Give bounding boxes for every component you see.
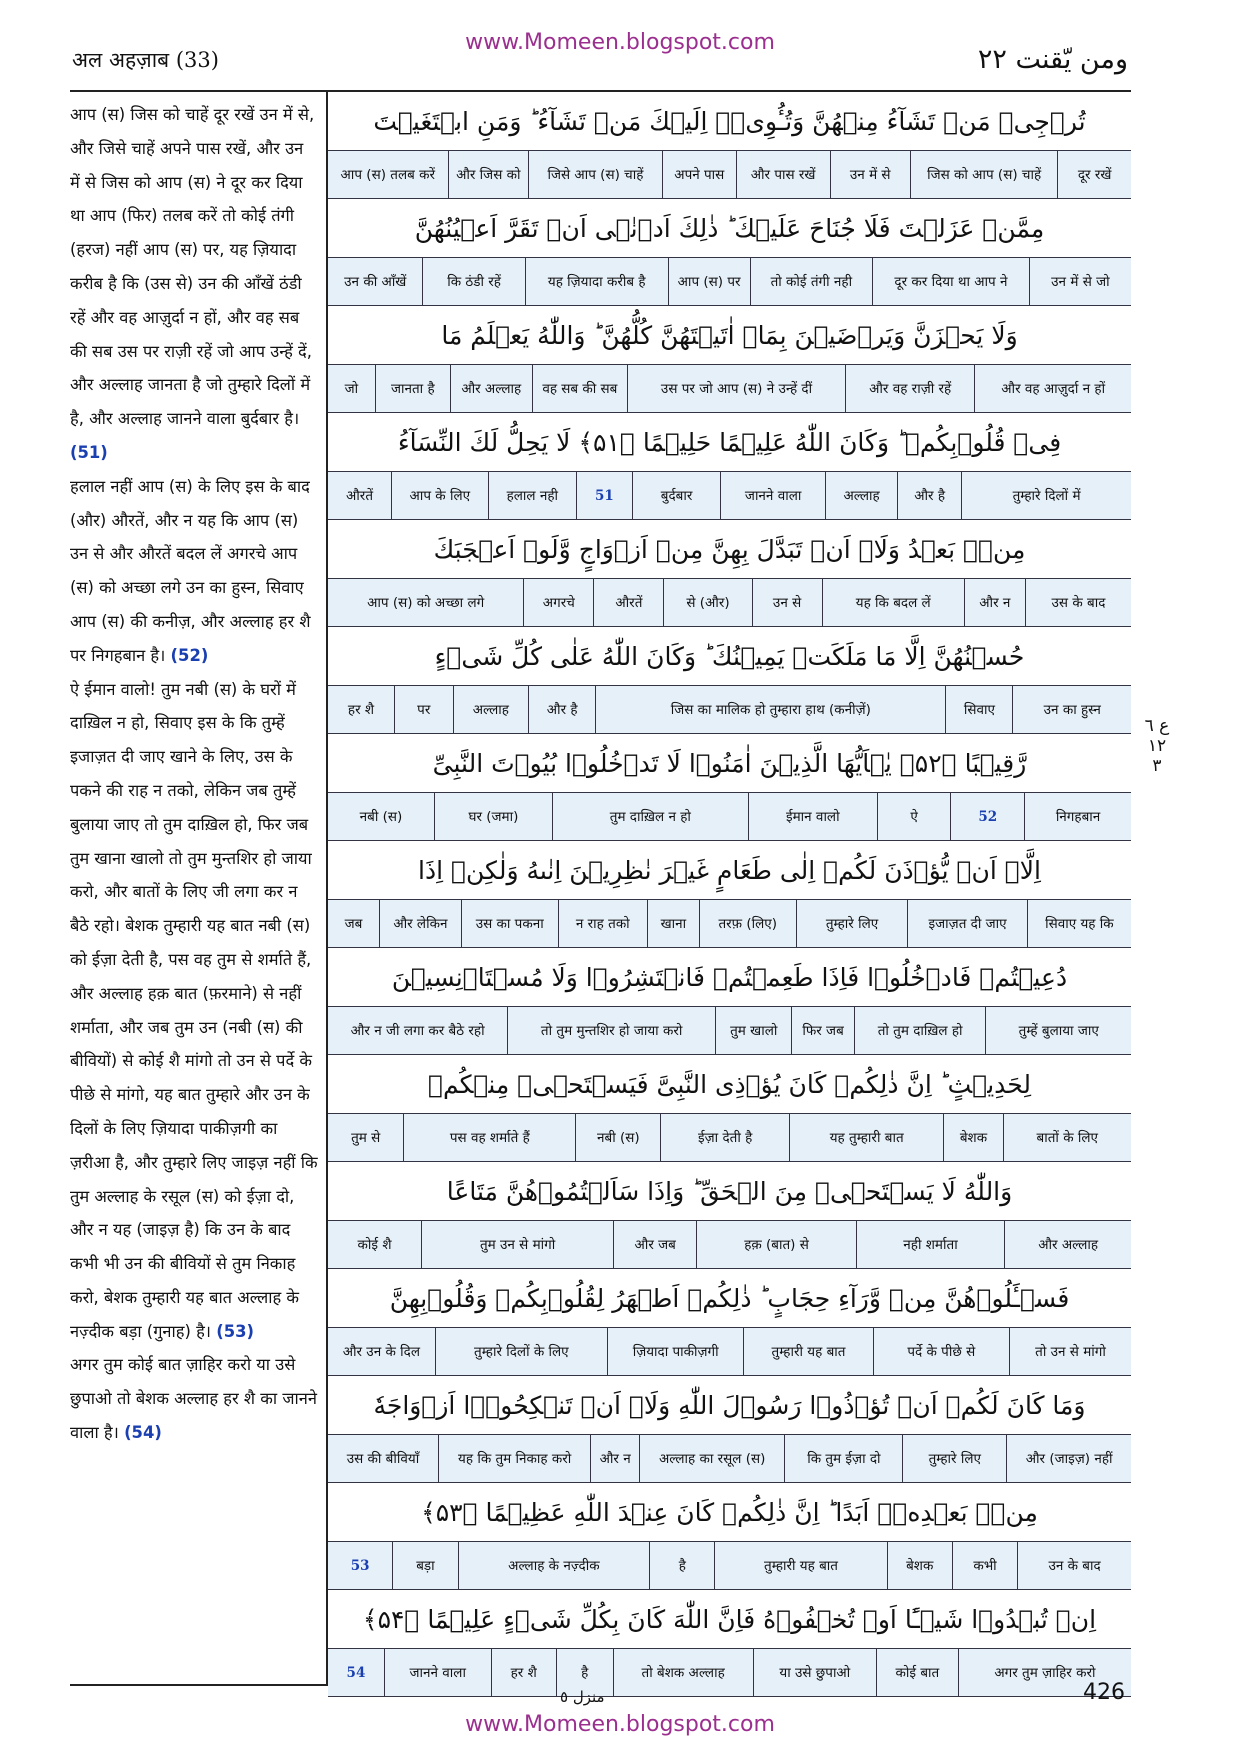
word-meaning-cell: तुम्हारी यह बात — [714, 1542, 886, 1589]
manzil-label: منزل ٥ — [560, 1688, 605, 1706]
word-meaning-cell: है — [556, 1649, 613, 1696]
word-meaning-cell: ऐ — [877, 793, 951, 840]
word-meaning-cell: जो — [344, 380, 359, 397]
arabic-line: وَلَا یَحۡزَنَّ وَیَرۡضَیۡنَ بِمَاۤ اٰتَیۡتَهُنَّ كُلُّهُنَّ ؕ وَاللّٰهُ یَعۡلَمُ مَا — [441, 320, 1018, 350]
word-meaning-row — [328, 1220, 1131, 1269]
arabic-line: تُرۡجِیۡ مَنۡ تَشَآءُ مِنۡهُنَّ وَتُـُٔوِیۡۤ اِلَیۡكَ مَنۡ تَشَآءُ ؕ وَمَنِ ابۡتَغَیۡتَ — [373, 106, 1086, 136]
word-meaning-cell: नही शर्माता — [856, 1221, 1005, 1268]
word-meaning-cell: अल्लाह — [825, 472, 897, 519]
word-meaning-cell: बुर्दबार — [632, 472, 720, 519]
word-meaning-cell: दूर रखें — [1057, 151, 1131, 198]
word-meaning-cell: यह तुम्हारी बात — [789, 1114, 944, 1161]
word-meaning-cell: और जिस को — [448, 151, 528, 198]
word-meaning-row — [328, 1006, 1131, 1055]
word-meaning-cell: उन की आँखें — [344, 273, 407, 290]
word-meaning-cell: और है — [528, 686, 595, 733]
word-meaning-cell: 53 — [350, 1557, 370, 1574]
word-meaning-cell: औरतें — [593, 579, 663, 626]
word-meaning-cell: उस पर जो आप (स) ने उन्हें दीं — [627, 365, 845, 412]
word-meaning-row — [328, 899, 1131, 948]
word-meaning-row — [328, 1434, 1131, 1483]
word-meaning-cell: ईमान वालो — [748, 793, 877, 840]
page-number: 426 — [1083, 1680, 1125, 1705]
word-meaning-cell: अल्लाह के नज़्दीक — [458, 1542, 650, 1589]
word-meaning-cell: और वह आज़ुर्दा न हों — [974, 365, 1131, 412]
word-meaning-cell: दूर कर दिया था आप ने — [872, 258, 1029, 305]
word-meaning-cell: तुम्हें बुलाया जाए — [985, 1007, 1131, 1054]
word-meaning-row — [328, 364, 1131, 413]
verse-number: (52) — [170, 645, 209, 665]
word-meaning-cell: और अल्लाह — [450, 365, 532, 412]
word-meaning-cell: यह ज़ियादा करीब है — [525, 258, 668, 305]
word-meaning-cell: अगर तुम ज़ाहिर करो — [958, 1649, 1131, 1696]
word-meaning-cell: उन में से — [830, 151, 910, 198]
word-meaning-cell: निगहबान — [1024, 793, 1131, 840]
word-meaning-cell: तो तुम दाख़िल हो — [854, 1007, 986, 1054]
translation-text: आप (स) जिस को चाहें दूर रखें उन में से, और जिसे चाहें अपने पास रखें, और उन में से जिस को आप (स) ने दूर कर दिया था आप (फिर) तलब करें तो कोई तंगी (हरज) नहीं आप (स) पर, यह ज़ियादा करीब है कि (उस से) उन की आँखें ठंडी रहें और वह आज़ुर्दा न हों, और वह सब की सब उस पर राज़ी रहें जो आप उन्हें दें, और अल्लाह जानता है जो तुम्हारे दिलों में है, और अल्लाह जानने वाला बुर्दबार है। — [70, 105, 315, 429]
word-meaning-cell: तुम्हारे लिए — [796, 900, 908, 947]
arabic-line: لِحَدِیۡثٍ ؕ اِنَّ ذٰلِكُمۡ كَانَ یُؤۡذِی النَّبِیَّ فَیَسۡتَحۡیٖ مِنۡكُمۡ — [427, 1069, 1032, 1099]
word-meaning-cell: अल्लाह — [453, 686, 529, 733]
word-meaning-cell: उस की बीवियाँ — [346, 1450, 420, 1467]
word-meaning-row — [328, 1113, 1131, 1162]
translation-column — [70, 98, 318, 1450]
word-meaning-cell: बातों के लिए — [1003, 1114, 1132, 1161]
word-meaning-cell: अपने पास — [662, 151, 736, 198]
word-meaning-cell: तो कोई तंगी नही — [750, 258, 873, 305]
word-meaning-cell: और न जी लगा कर बैठे रहो — [350, 1022, 485, 1039]
word-meaning-cell: है — [649, 1542, 714, 1589]
word-meaning-cell: पस वह शर्माते हैं — [403, 1114, 575, 1161]
word-meaning-cell: और लेकिन — [379, 900, 461, 947]
word-meaning-cell: उन से — [752, 579, 822, 626]
word-meaning-cell: हलाल नही — [488, 472, 576, 519]
word-meaning-cell: पर्दे के पीछे से — [873, 1328, 1009, 1375]
word-meaning-cell: आप (स) पर — [668, 258, 750, 305]
word-meaning-cell: या उसे छुपाओ — [753, 1649, 876, 1696]
word-meaning-cell: कोई बात — [876, 1649, 958, 1696]
word-meaning-cell: आप के लिए — [391, 472, 488, 519]
word-meaning-cell: और वह राज़ी रहें — [845, 365, 974, 412]
word-meaning-cell: 54 — [346, 1664, 366, 1681]
word-meaning-cell: तुम दाख़िल न हो — [552, 793, 748, 840]
word-meaning-cell: अल्लाह का रसूल (स) — [639, 1435, 785, 1482]
word-meaning-cell: और पास रखें — [736, 151, 830, 198]
word-meaning-cell: जिस का मालिक हो तुम्हारा हाथ (कनीज़ें) — [595, 686, 945, 733]
word-meaning-cell: फिर जब — [791, 1007, 853, 1054]
translation-paragraph — [70, 1348, 318, 1449]
word-meaning-cell: पर — [394, 686, 452, 733]
site-url-top: www.Momeen.blogspot.com — [465, 30, 775, 55]
arabic-line: اِلَّاۤ اَنۡ یُّؤۡذَنَ لَكُمۡ اِلٰی طَعَامٍ غَیۡرَ نٰظِرِیۡنَ اِنٰىهُ وَلٰكِنۡ اِذَا — [418, 855, 1041, 885]
word-meaning-cell: से (और) — [663, 579, 751, 626]
word-meaning-cell: आप (स) तलब करें — [340, 166, 435, 183]
word-meaning-cell: सिवाए — [945, 686, 1012, 733]
word-meaning-cell: और उन के दिल — [342, 1343, 420, 1360]
word-meaning-cell: हर शै — [347, 701, 375, 718]
word-meaning-cell: और न — [590, 1435, 639, 1482]
word-by-word-table — [328, 92, 1131, 1697]
verse-number: (54) — [124, 1423, 162, 1443]
arabic-line: مِمَّنۡ عَزَلۡتَ فَلَا جُنَاحَ عَلَیۡكَ ؕ ذٰلِكَ اَدۡنٰۤی اَنۡ تَقَرَّ اَعۡیُنُهُنَّ — [414, 213, 1045, 243]
arabic-line: فَسۡـَٔلُوۡهُنَّ مِنۡ وَّرَآءِ حِجَابٍ ؕ ذٰلِكُمۡ اَطۡهَرُ لِقُلُوۡبِكُمۡ وَقُلُوۡبِهِنَّ — [389, 1283, 1070, 1313]
word-meaning-cell: जानता है — [375, 365, 450, 412]
translation-text: हलाल नहीं आप (स) के लिए इस के बाद (और) औरतें, और न यह कि आप (स) उन से और औरतें बदल लें अगरचे आप (स) को अच्छा लगे उन का हुस्न, सिवाए आप (स) की कनीज़, और अल्लाह हर शै पर निगहबान है। — [70, 476, 311, 665]
word-meaning-cell: तो तुम मुन्तशिर हो जाया करो — [507, 1007, 715, 1054]
word-meaning-cell: कि तुम ईज़ा दो — [784, 1435, 902, 1482]
arabic-line: رَّقِیۡبًا ﴿۵۲﴾ یٰۤاَیُّهَا الَّذِیۡنَ اٰمَنُوۡا لَا تَدۡخُلُوۡا بُیُوۡتَ النَّبِیِّ — [432, 748, 1027, 778]
arabic-line: وَاللّٰهُ لَا یَسۡتَحۡیٖ مِنَ الۡحَقِّ ؕ وَاِذَا سَاَلۡتُمُوۡهُنَّ مَتَاعًا — [446, 1176, 1013, 1206]
word-meaning-cell: और अल्लाह — [1004, 1221, 1131, 1268]
word-meaning-cell: 51 — [576, 472, 632, 519]
word-meaning-cell: उन का हुस्न — [1012, 686, 1131, 733]
ruku-marker: ع ٦ ١٢ ٣ — [1144, 716, 1170, 776]
arabic-line: وَمَا كَانَ لَكُمۡ اَنۡ تُؤۡذُوۡا رَسُوۡلَ اللّٰهِ وَلَاۤ اَنۡ تَنۡكِحُوۡۤا اَزۡوَاجَهٗ — [373, 1390, 1086, 1420]
word-meaning-cell: आप (स) को अच्छा लगे — [367, 594, 485, 611]
word-meaning-row — [328, 1327, 1131, 1376]
word-meaning-cell: तुम्हारे दिलों के लिए — [435, 1328, 607, 1375]
word-meaning-cell: और न — [964, 579, 1025, 626]
word-meaning-cell: नबी (स) — [575, 1114, 660, 1161]
translation-paragraph — [70, 673, 318, 1349]
word-meaning-cell: तुम्हारे दिलों में — [961, 472, 1131, 519]
word-meaning-cell: सिवाए यह कि — [1027, 900, 1131, 947]
word-meaning-cell: वह सब की सब — [532, 365, 627, 412]
word-meaning-cell: जानने वाला — [720, 472, 825, 519]
word-meaning-cell: औरतें — [345, 487, 374, 504]
word-meaning-cell: तुम्हारी यह बात — [743, 1328, 872, 1375]
arabic-line: فِیۡ قُلُوۡبِكُمۡ ؕ وَكَانَ اللّٰهُ عَلِیۡمًا حَلِیۡمًا ﴿۵۱﴾ لَا یَحِلُّ لَكَ النِّسَآءُ — [397, 427, 1062, 457]
word-meaning-cell: और है — [897, 472, 961, 519]
arabic-line: اِنۡ تُبۡدُوۡا شَیۡـًٔا اَوۡ تُخۡفُوۡهُ فَاِنَّ اللّٰهَ كَانَ بِكُلِّ شَیۡءٍ عَلِیۡمًا ﴿۵۴﴾ — [362, 1604, 1097, 1634]
word-meaning-row — [328, 257, 1131, 306]
word-meaning-cell: ज़ियादा पाकीज़गी — [607, 1328, 743, 1375]
word-meaning-cell: तुम खालो — [715, 1007, 791, 1054]
word-meaning-cell: कभी — [952, 1542, 1017, 1589]
word-meaning-cell: कोई शै — [357, 1236, 392, 1253]
word-meaning-cell: बेशक — [887, 1542, 952, 1589]
word-meaning-row — [328, 685, 1131, 734]
word-meaning-cell: यह कि बदल लें — [822, 579, 964, 626]
word-meaning-cell: घर (जमा) — [434, 793, 552, 840]
word-meaning-row — [328, 1648, 1131, 1697]
word-meaning-cell: तरफ़ (लिए) — [699, 900, 796, 947]
word-meaning-cell: बेशक — [943, 1114, 1002, 1161]
word-meaning-row — [328, 578, 1131, 627]
arabic-line: مِنۡۢ بَعۡدُ وَلَاۤ اَنۡ تَبَدَّلَ بِهِنَّ مِنۡ اَزۡوَاجٍ وَّلَوۡ اَعۡجَبَكَ — [433, 534, 1026, 564]
word-meaning-cell: जिसे आप (स) चाहें — [528, 151, 662, 198]
verse-number: (53) — [216, 1321, 255, 1341]
word-meaning-cell: उन में से जो — [1029, 258, 1131, 305]
site-url-bottom: www.Momeen.blogspot.com — [465, 1712, 775, 1737]
word-meaning-cell: अगरचे — [523, 579, 593, 626]
word-meaning-cell: तुम्हारे लिए — [902, 1435, 1006, 1482]
word-meaning-cell: बड़ा — [392, 1542, 457, 1589]
word-meaning-cell: जानने वाला — [384, 1649, 491, 1696]
arabic-line: حُسۡنُهُنَّ اِلَّا مَا مَلَكَتۡ یَمِیۡنُكَ ؕ وَكَانَ اللّٰهُ عَلٰی كُلِّ شَیۡءٍ — [434, 641, 1025, 671]
word-meaning-cell: जब — [344, 915, 363, 932]
translation-paragraph — [70, 98, 318, 470]
word-meaning-cell: यह कि तुम निकाह करो — [438, 1435, 590, 1482]
word-meaning-cell: तो बेशक अल्लाह — [613, 1649, 753, 1696]
word-meaning-cell: ईज़ा देती है — [660, 1114, 789, 1161]
surah-title: अल अहज़ाब (33) — [72, 48, 219, 72]
word-meaning-cell: और जब — [613, 1221, 696, 1268]
translation-text: अगर तुम कोई बात ज़ाहिर करो या उसे छुपाओ तो बेशक अल्लाह हर शै का जानने वाला है। — [70, 1355, 317, 1443]
verse-number: (51) — [70, 442, 108, 462]
word-meaning-cell: और (जाइज़) नहीं — [1006, 1435, 1131, 1482]
juz-title: ومن يّقنت ٢٢ — [977, 44, 1128, 75]
translation-paragraph — [70, 470, 318, 673]
arabic-line: مِنۡۢ بَعۡدِهٖۤ اَبَدًا ؕ اِنَّ ذٰلِكُمۡ كَانَ عِنۡدَ اللّٰهِ عَظِیۡمًا ﴿۵۳﴾ — [421, 1497, 1038, 1527]
word-meaning-cell: जिस को आप (स) चाहें — [910, 151, 1057, 198]
word-meaning-row — [328, 471, 1131, 520]
word-meaning-cell: हक़ (बात) से — [696, 1221, 855, 1268]
word-meaning-cell: उस का पकना — [461, 900, 558, 947]
word-meaning-cell: तुम उन से मांगो — [421, 1221, 613, 1268]
word-meaning-cell: खाना — [647, 900, 699, 947]
word-meaning-cell: उन के बाद — [1017, 1542, 1131, 1589]
word-meaning-cell: नबी (स) — [359, 808, 403, 825]
arabic-line: دُعِیۡتُمۡ فَادۡخُلُوۡا فَاِذَا طَعِمۡتُمۡ فَانۡتَشِرُوۡا وَلَا مُسۡتَاۡنِسِیۡنَ — [391, 962, 1068, 992]
word-meaning-cell: इजाज़त दी जाए — [907, 900, 1026, 947]
word-meaning-cell: तुम से — [351, 1129, 381, 1146]
word-meaning-cell: हर शै — [491, 1649, 556, 1696]
word-meaning-cell: कि ठंडी रहें — [422, 258, 524, 305]
word-meaning-cell: तो उन से मांगो — [1009, 1328, 1131, 1375]
word-meaning-cell: 52 — [950, 793, 1024, 840]
page-frame — [70, 90, 1131, 1686]
word-meaning-row — [328, 1541, 1131, 1590]
word-meaning-cell: न राह तको — [558, 900, 647, 947]
word-meaning-row — [328, 150, 1131, 199]
word-meaning-cell: उस के बाद — [1025, 579, 1131, 626]
word-meaning-row — [328, 792, 1131, 841]
translation-text: ऐ ईमान वालो! तुम नबी (स) के घरों में दाख़िल न हो, सिवाए इस के कि तुम्हें इजाज़त दी जाए खाने के लिए, उस के पकने की राह न तको, लेकिन जब तुम्हें बुलाया जाए तो तुम दाख़िल हो, फिर जब तुम खाना खालो तो तुम मुन्तशिर हो जाया करो, और बातों के लिए जी लगा कर न बैठे रहो। बेशक तुम्हारी यह बात नबी (स) को ईज़ा देती है, पस वह तुम से शर्माते हैं, और अल्लाह हक़ बात (फ़रमाने) से नहीं शर्माता, और जब तुम उन (नबी (स) की बीवियों) से कोई शै मांगो तो उन से पर्दे के पीछे से मांगो, यह बात तुम्हारे और उन के दिलों के लिए ज़ियादा पाकीज़गी का ज़रीआ है, और तुम्हारे लिए जाइज़ नहीं कि तुम अल्लाह के रसूल (स) को ईज़ा दो, और न यह (जाइज़ है) कि उन के बाद कभी भी उन की बीवियों से तुम निकाह करो, बेशक तुम्हारी यह बात अल्लाह के नज़्दीक बड़ा (गुनाह) है। — [70, 679, 318, 1341]
